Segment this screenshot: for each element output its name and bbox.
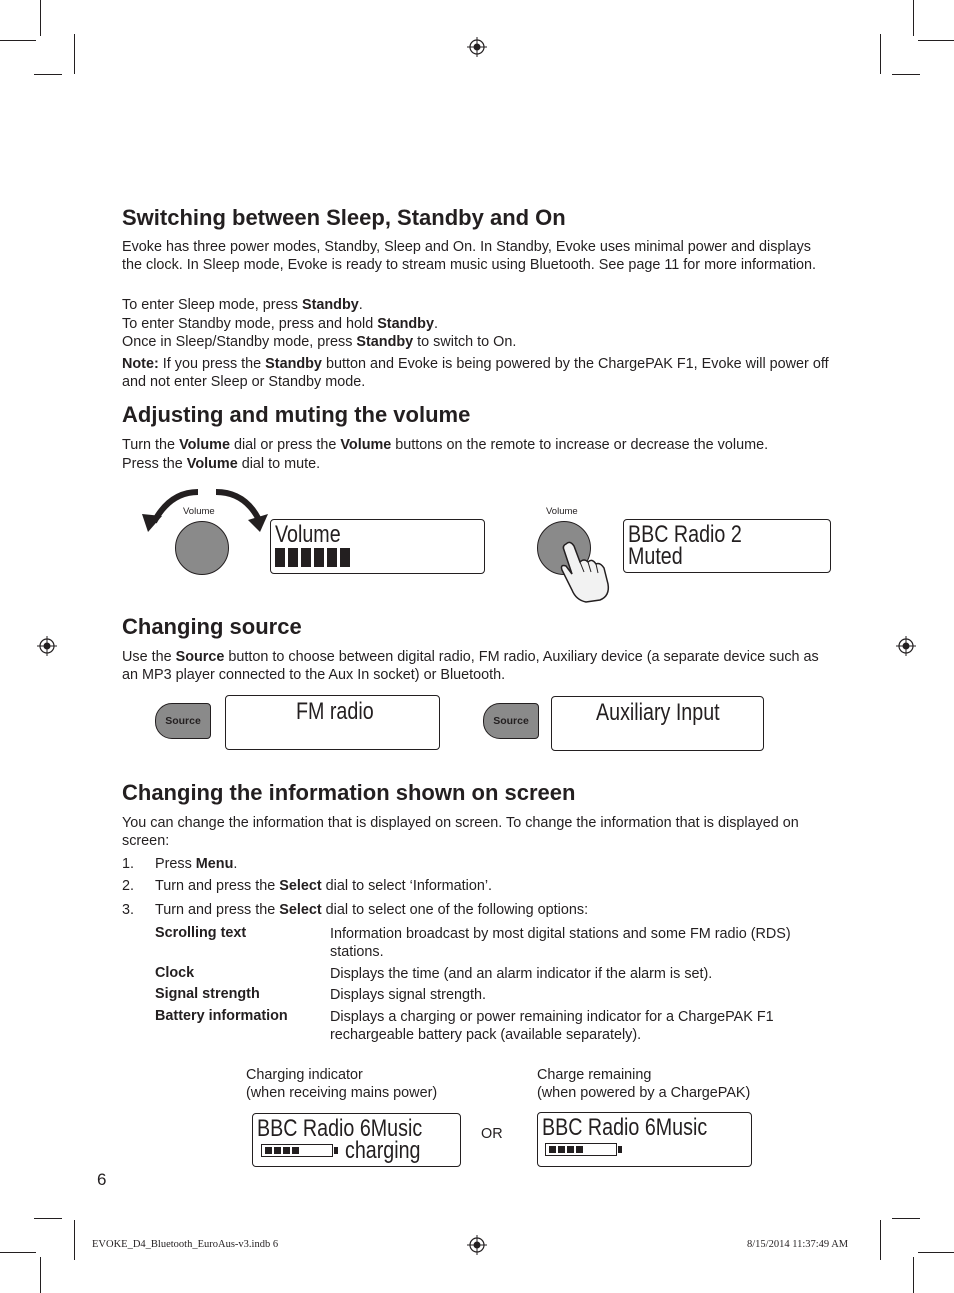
step-2: Turn and press the Select dial to select ‘Information’. [155,878,493,894]
page-number: 6 [97,1170,107,1189]
lcd-charging-text: charging [345,1137,421,1164]
or-label: OR [481,1126,503,1142]
registration-mark-icon [467,1235,487,1255]
paragraph-volume-dial: Turn the Volume dial or press the Volume buttons on the remote to increase or decrease the volume. [122,437,769,453]
step-3: Turn and press the Select dial to select one of the following options: [155,902,589,918]
note-paragraph: Note: If you press the Standby button and Evoke is being powered by the ChargePAK F1, Evoke will power off and not enter Sleep or Standby mode. [122,356,829,390]
lcd-aux-display [551,696,764,751]
lcd-charge-remaining-display [537,1112,752,1167]
source-button[interactable]: Source [155,703,211,739]
paragraph-sleep-instruction: To enter Sleep mode, press Standby. [122,297,363,313]
option-description: Information broadcast by most digital stations and some FM radio (RDS) stations. [330,926,791,960]
heading-volume: Adjusting and muting the volume [122,402,471,427]
battery-icon [261,1144,333,1157]
paragraph-info-intro: You can change the information that is displayed on screen. To change the information that is displayed on screen: [122,815,799,849]
step-number: 2. [122,878,135,894]
lcd-fm-text: FM radio [296,698,374,725]
lcd-charging-display [252,1113,461,1167]
lcd-station-text: BBC Radio 2 [628,521,742,548]
lcd-muted-display [623,519,831,573]
volume-knob-label: Volume [546,506,578,517]
registration-mark-icon [896,636,916,656]
paragraph-mute: Press the Volume dial to mute. [122,456,321,472]
option-description: Displays a charging or power remaining indicator for a ChargePAK F1 rechargeable battery pack (available separately). [330,1009,774,1043]
step-number: 1. [122,856,135,872]
step-number: 3. [122,902,135,918]
lcd-muted-text: Muted [628,543,683,570]
lcd-volume-text: Volume [275,521,341,548]
lcd-station-text: BBC Radio 6Music [257,1115,423,1142]
lcd-fm-display [225,695,440,750]
pressing-hand-icon [558,540,612,604]
lcd-station-text: BBC Radio 6Music [542,1114,708,1141]
option-term: Clock [155,965,195,981]
caption-charge-remaining: Charge remaining (when powered by a ChargePAK) [537,1067,751,1101]
option-term: Signal strength [155,986,260,1002]
footer-filename: EVOKE_D4_Bluetooth_EuroAus-v3.indb 6 [92,1239,279,1250]
battery-icon [545,1143,617,1156]
footer-timestamp: 8/15/2014 11:37:49 AM [747,1239,849,1250]
lcd-volume-display [270,519,485,574]
heading-sleep-standby: Switching between Sleep, Standby and On [122,205,566,230]
option-description: Displays signal strength. [330,987,486,1003]
paragraph-on-instruction: Once in Sleep/Standby mode, press Standby to switch to On. [122,334,517,350]
source-button[interactable]: Source [483,703,539,739]
heading-information: Changing the information shown on screen [122,780,576,805]
registration-mark-icon [37,636,57,656]
registration-mark-icon [467,37,487,57]
volume-knob-label: Volume [183,506,215,517]
option-term: Battery information [155,1008,288,1024]
option-term: Scrolling text [155,925,247,941]
paragraph-source: Use the Source button to choose between digital radio, FM radio, Auxiliary device (a separate device such as an MP3 player connected to the Aux In socket) or Bluetooth. [122,649,819,683]
lcd-aux-text: Auxiliary Input [596,699,720,726]
paragraph-standby-instruction: To enter Standby mode, press and hold Standby. [122,316,438,332]
option-description: Displays the time (and an alarm indicator if the alarm is set). [330,966,713,982]
step-1: Press Menu. [155,856,238,872]
volume-knob[interactable] [175,521,229,575]
paragraph-power-modes: Evoke has three power modes, Standby, Sleep and On. In Standby, Evoke uses minimal power and displays the clock. In Sleep mode, Evoke is ready to stream music using Bluetooth. See page 11 for more information. [122,239,817,273]
heading-source: Changing source [122,614,302,639]
caption-charging: Charging indicator (when receiving mains power) [246,1067,438,1101]
volume-level-bars [275,548,351,567]
